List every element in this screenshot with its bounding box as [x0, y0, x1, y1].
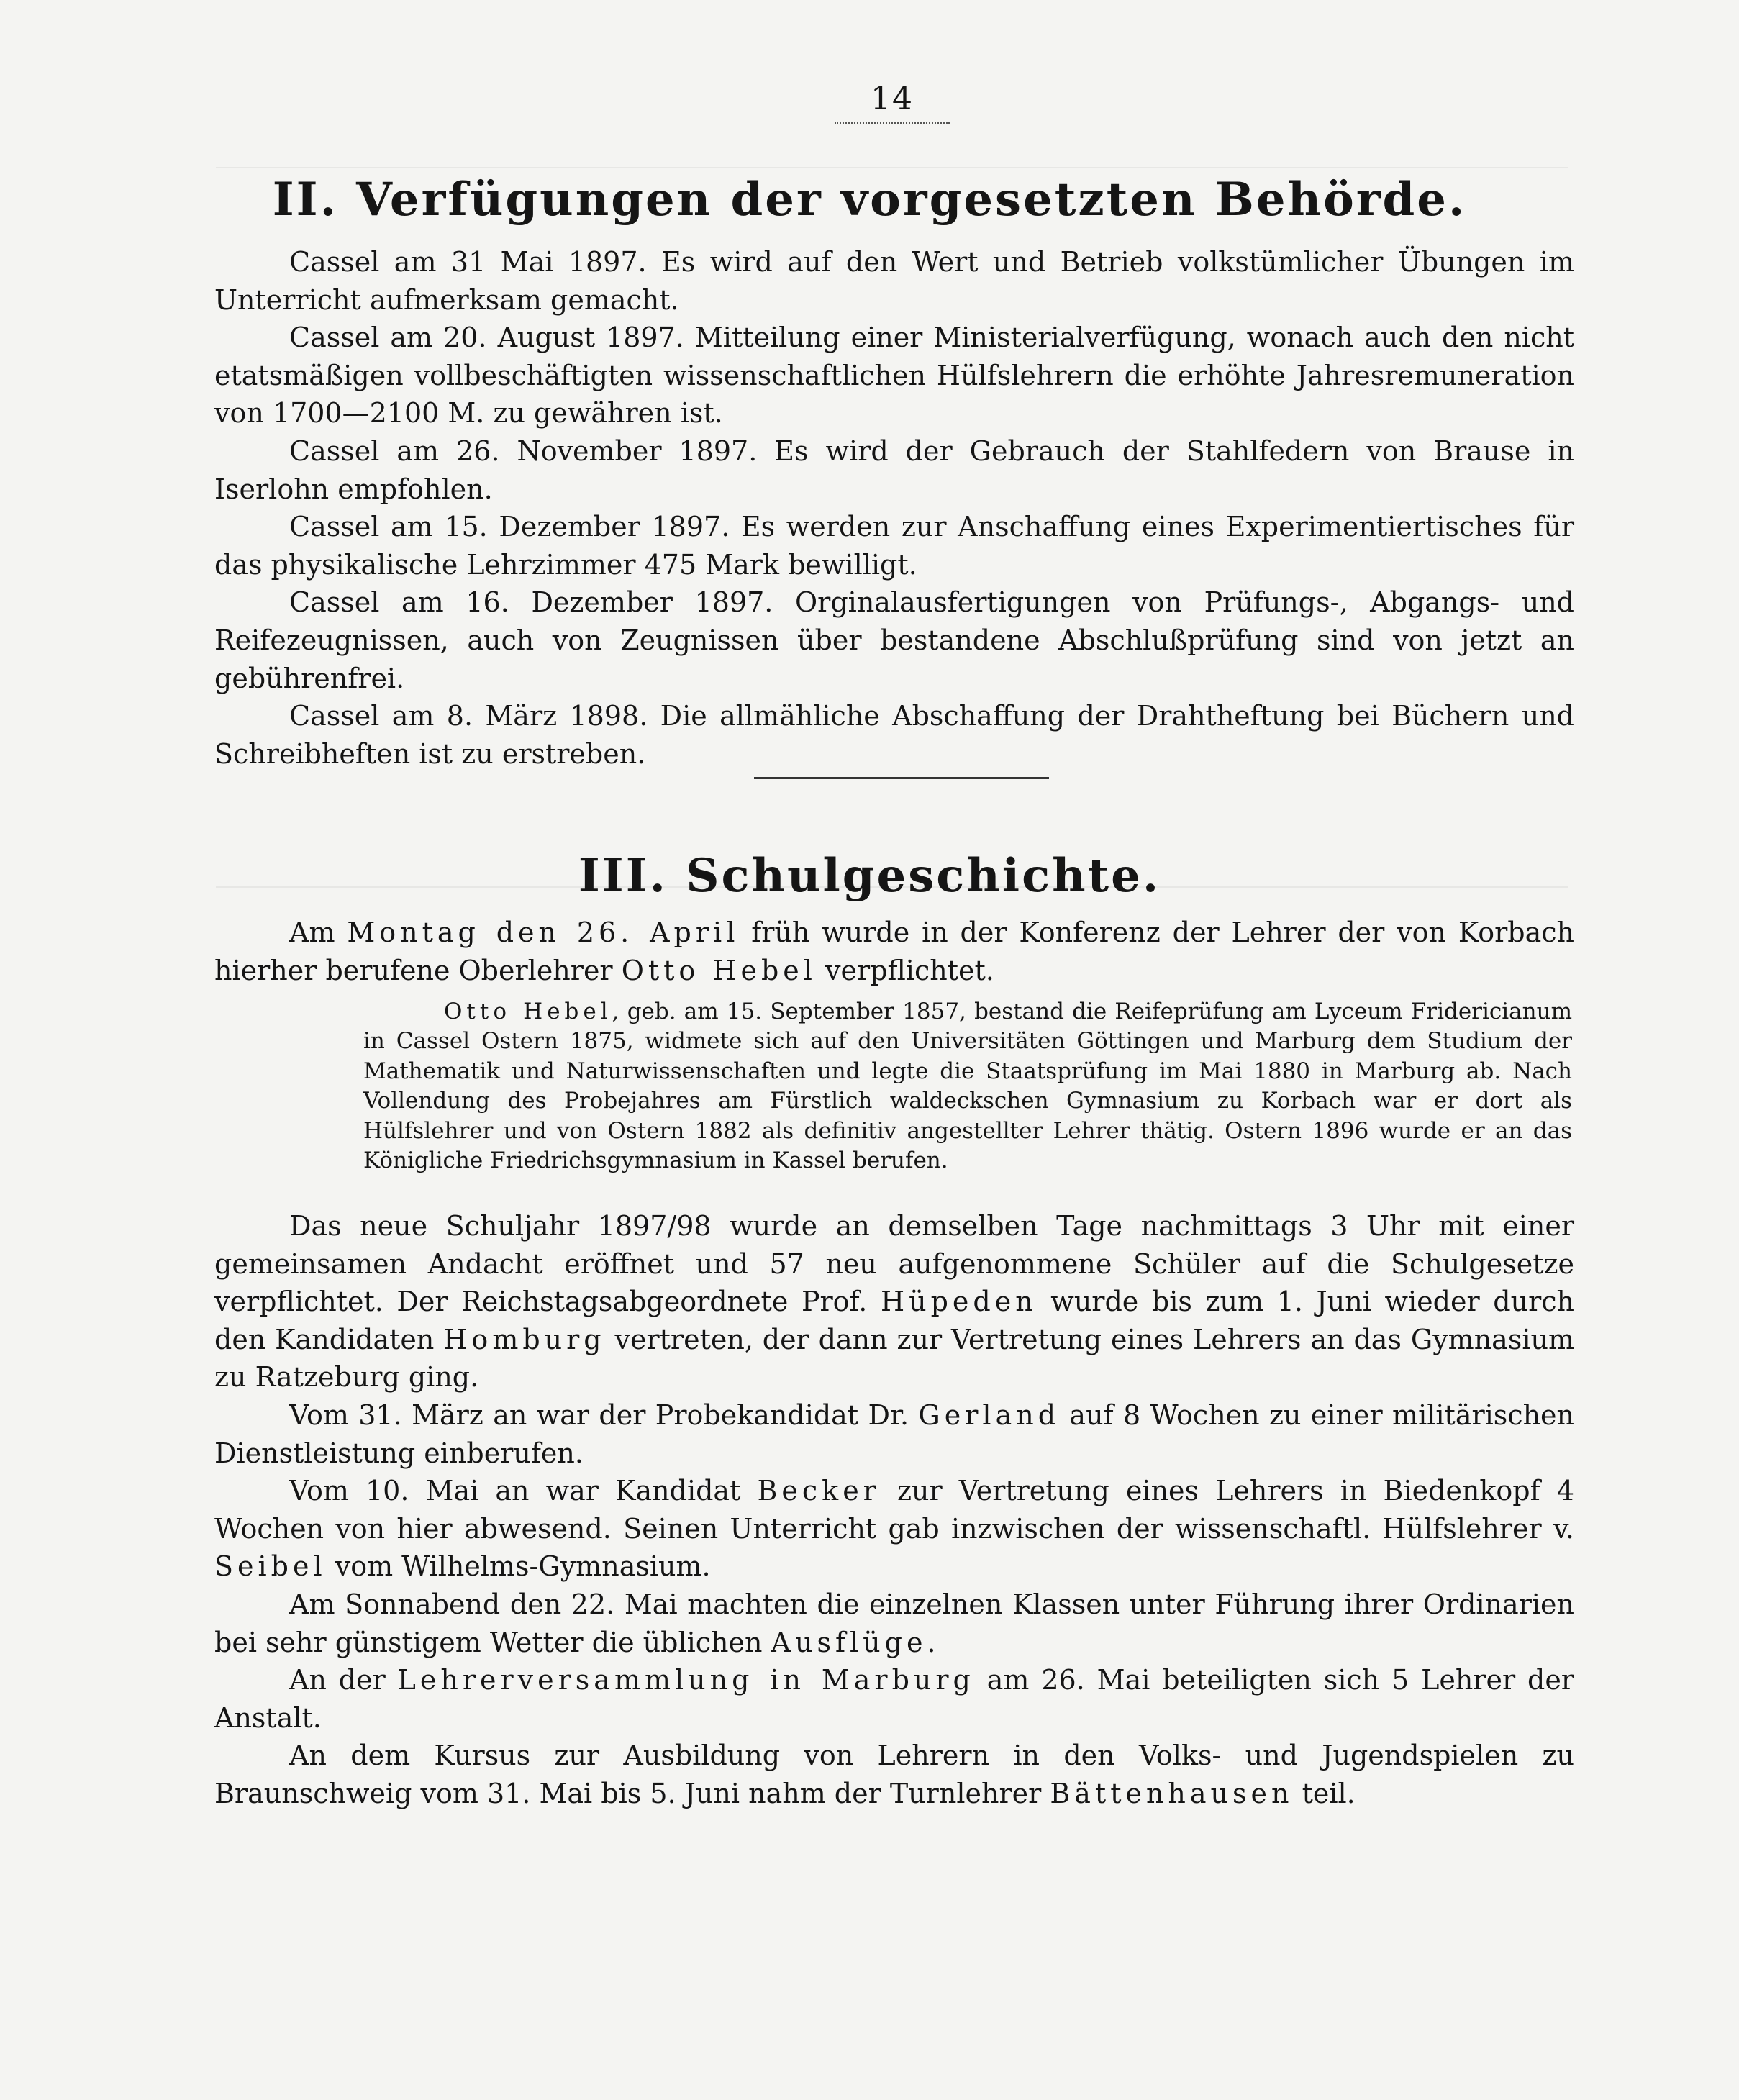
section-2-title: II. Verfügungen der vorgesetzten Behörde. — [272, 173, 1467, 227]
history-paragraph: An dem Kursus zur Ausbildung von Lehrern in den Volks- und Jugendspielen zu Braunschweig vom 31. Mai bis 5. Juni nahm der Turnlehrer Bättenhausen teil. — [214, 1740, 1574, 1809]
section-3-body — [214, 1207, 1574, 1813]
decree-paragraph: Cassel am 26. November 1897. Es wird der Gebrauch der Stahlfedern von Brause in Iserlohn empfohlen. — [214, 435, 1574, 505]
history-paragraph: Am Sonnabend den 22. Mai machten die einzelnen Klassen unter Führung ihrer Ordinarien bei sehr günstigem Wetter die üblichen Ausflüge. — [214, 1588, 1574, 1658]
section-divider — [754, 777, 1049, 779]
history-paragraph: An der Lehrerversammlung in Marburg am 26. Mai beteiligten sich 5 Lehrer der Anstalt. — [214, 1664, 1574, 1734]
biography-paragraph: Otto Hebel, geb. am 15. September 1857, bestand die Reifeprüfung am Lyceum Fridericianum in Cassel Ostern 1875, widmete sich auf den Universitäten Göttingen und Marburg dem Studium der Mathematik und Naturwissenschaften und legte die Staatsprüfung im Mai 1880 in Marburg ab. Nach Vollendung des Probejahres am Fürstlich waldeckschen Gymnasium zu Korbach war er dort als Hülfslehrer und von Ostern 1882 als definitiv angestellter Lehrer thätig. Ostern 1896 wurde er an das Königliche Friedrichsgymnasium in Kassel berufen. — [363, 999, 1572, 1174]
history-paragraph: Vom 31. März an war der Probekandidat Dr. Gerland auf 8 Wochen zu einer militärischen Dienstleistung einberufen. — [214, 1399, 1575, 1469]
decree-paragraph: Cassel am 8. März 1898. Die allmähliche Abschaffung der Drahtheftung bei Büchern und Schreibheften ist zu erstreben. — [214, 700, 1574, 770]
decree-paragraph: Cassel am 16. Dezember 1897. Orginalausfertigungen von Prüfungs-, Abgangs- und Reifezeugnissen, auch von Zeugnissen über bestandene Abschlußprüfung sind von jetzt an gebührenfrei. — [214, 586, 1574, 694]
biography-note — [363, 997, 1572, 1176]
history-paragraph: Vom 10. Mai an war Kandidat Becker zur Vertretung eines Lehrers in Biedenkopf 4 Wochen von hier abwesend. Seinen Unterricht gab inzwischen der wissenschaftl. Hülfslehrer v. Seibel vom Wilhelms-Gymnasium. — [214, 1475, 1574, 1583]
decree-paragraph: Cassel am 20. August 1897. Mitteilung einer Ministerialverfügung, wonach auch den nicht etatsmäßigen vollbeschäftigten wissenschaftlichen Hülfslehrern die erhöhte Jahresremuneration von 1700—2100 M. zu gewähren ist. — [214, 322, 1574, 429]
section-3-title: III. Schulgeschichte. — [578, 849, 1161, 903]
decree-paragraph: Cassel am 15. Dezember 1897. Es werden zur Anschaffung eines Experimentiertisches für das physikalische Lehrzimmer 475 Mark bewilligt. — [214, 511, 1574, 581]
decree-paragraph: Cassel am 31 Mai 1897. Es wird auf den Wert und Betrieb volkstümlicher Übungen im Unterricht aufmerksam gemacht. — [214, 246, 1574, 316]
section-3-intro — [214, 914, 1574, 989]
page-number: 14 — [871, 81, 914, 117]
page-number-rule — [835, 122, 950, 124]
section-2-body — [214, 243, 1574, 773]
history-paragraph: Das neue Schuljahr 1897/98 wurde an demselben Tage nachmittags 3 Uhr mit einer gemeinsamen Andacht eröffnet und 57 neu aufgenommene Schüler auf die Schulgesetze verpflichtet. Der Reichstagsabgeordnete Prof. Hüpeden wurde bis zum 1. Juni wieder durch den Kandidaten Homburg vertreten, der dann zur Vertretung eines Lehrers an das Gymnasium zu Ratzeburg ging. — [214, 1210, 1574, 1394]
bleed-through-rule — [216, 167, 1568, 168]
intro-paragraph: Am Montag den 26. April früh wurde in der Konferenz der Lehrer der von Korbach hierher berufene Oberlehrer Otto Hebel verpflichtet. — [214, 917, 1574, 986]
